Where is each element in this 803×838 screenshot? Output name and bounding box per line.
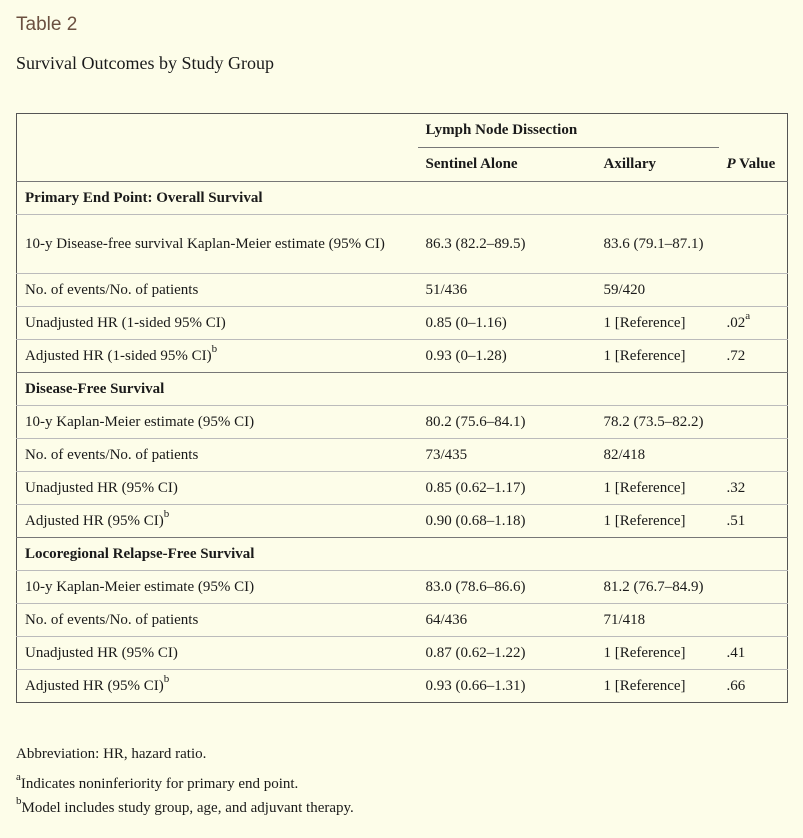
footnote-a-text: Indicates noninferiority for primary end point. xyxy=(20,776,299,792)
row-label: 10-y Kaplan-Meier estimate (95% CI) xyxy=(25,579,255,595)
footnotes xyxy=(16,746,354,819)
table-row xyxy=(17,340,788,373)
table-row xyxy=(17,472,788,505)
sentinel-value: 0.90 (0.68–1.18) xyxy=(418,505,596,538)
section-title: Disease-Free Survival xyxy=(17,373,788,406)
table-row xyxy=(17,505,788,538)
sentinel-value: 86.3 (82.2–89.5) xyxy=(418,215,596,274)
axillary-value: 71/418 xyxy=(596,604,719,637)
row-label: 10-y Disease-free survival Kaplan-Meier estimate (95% CI) xyxy=(25,236,385,252)
row-label: Adjusted HR (95% CI) xyxy=(25,678,164,694)
sentinel-value: 0.87 (0.62–1.22) xyxy=(418,637,596,670)
row-label-cell xyxy=(17,215,418,274)
p-value-cell xyxy=(719,637,788,670)
axillary-value: 1 [Reference] xyxy=(596,340,719,373)
axillary-value: 83.6 (79.1–87.1) xyxy=(596,215,719,274)
sentinel-value: 83.0 (78.6–86.6) xyxy=(418,571,596,604)
row-label: No. of events/No. of patients xyxy=(25,612,199,628)
table-title: Survival Outcomes by Study Group xyxy=(16,53,274,73)
p-italic: P xyxy=(726,155,736,172)
sentinel-value: 73/435 xyxy=(418,439,596,472)
table-row xyxy=(17,274,788,307)
footnote-b-mark: b xyxy=(16,795,22,807)
p-value-cell xyxy=(719,340,788,373)
axillary-value: 1 [Reference] xyxy=(596,472,719,505)
sentinel-value: 0.85 (0.62–1.17) xyxy=(418,472,596,505)
row-label: Adjusted HR (95% CI) xyxy=(25,513,164,529)
p-value-cell xyxy=(719,439,788,472)
table-body xyxy=(17,114,788,703)
section-title: Locoregional Relapse-Free Survival xyxy=(17,538,788,571)
row-label-cell xyxy=(17,604,418,637)
p-value-cell xyxy=(719,274,788,307)
p-value: .72 xyxy=(726,347,746,364)
sentinel-value: 0.93 (0.66–1.31) xyxy=(418,670,596,703)
row-label-cell xyxy=(17,406,418,439)
row-label: No. of events/No. of patients xyxy=(25,447,199,463)
p-value-cell xyxy=(719,670,788,703)
table-row xyxy=(17,604,788,637)
row-label-cell xyxy=(17,340,418,373)
axillary-value: 1 [Reference] xyxy=(596,670,719,703)
p-value-cell xyxy=(719,505,788,538)
p-value-cell xyxy=(719,406,788,439)
p-value-cell xyxy=(719,472,788,505)
footnote-b xyxy=(16,797,354,819)
axillary-value: 81.2 (76.7–84.9) xyxy=(596,571,719,604)
header-row-1 xyxy=(17,114,788,148)
col-header-sentinel: Sentinel Alone xyxy=(425,156,518,172)
axillary-value: 82/418 xyxy=(596,439,719,472)
table-row xyxy=(17,406,788,439)
row-label-cell xyxy=(17,274,418,307)
row-label: 10-y Kaplan-Meier estimate (95% CI) xyxy=(25,414,255,430)
p-value: .32 xyxy=(726,479,746,496)
p-value-cell xyxy=(719,307,788,340)
col-header-axillary: Axillary xyxy=(603,156,656,172)
footnote-abbreviation: Abbreviation: HR, hazard ratio. xyxy=(16,746,207,762)
row-label-cell xyxy=(17,670,418,703)
sentinel-value: 51/436 xyxy=(418,274,596,307)
table-row xyxy=(17,439,788,472)
sentinel-value: 80.2 (75.6–84.1) xyxy=(418,406,596,439)
row-label: Adjusted HR (1-sided 95% CI) xyxy=(25,348,212,364)
p-value: .51 xyxy=(726,512,746,529)
row-label: Unadjusted HR (1-sided 95% CI) xyxy=(25,315,226,331)
row-label-cell xyxy=(17,505,418,538)
table-row xyxy=(17,637,788,670)
table-row xyxy=(17,670,788,703)
axillary-value: 1 [Reference] xyxy=(596,505,719,538)
footnote-a xyxy=(16,773,354,795)
row-label-footnote-mark: b xyxy=(163,508,170,520)
row-label: Unadjusted HR (95% CI) xyxy=(25,645,178,661)
p-value-footnote-mark: a xyxy=(745,309,751,322)
header-empty-cell xyxy=(17,114,418,182)
row-label-footnote-mark: b xyxy=(211,343,218,355)
sentinel-value: 0.93 (0–1.28) xyxy=(418,340,596,373)
sentinel-value: 64/436 xyxy=(418,604,596,637)
table-label: Table 2 xyxy=(16,14,78,35)
col-header-p-value xyxy=(719,148,788,182)
row-label: No. of events/No. of patients xyxy=(25,282,199,298)
p-value-cell xyxy=(719,604,788,637)
p-rest: Value xyxy=(735,155,776,172)
group-header: Lymph Node Dissection xyxy=(418,114,719,148)
row-label: Unadjusted HR (95% CI) xyxy=(25,480,178,496)
row-label-cell xyxy=(17,637,418,670)
table-row xyxy=(17,307,788,340)
p-value-cell xyxy=(719,571,788,604)
footnote-a-mark: a xyxy=(16,771,21,783)
row-label-footnote-mark: b xyxy=(163,673,170,685)
section-title: Primary End Point: Overall Survival xyxy=(17,182,788,215)
table-row xyxy=(17,571,788,604)
p-value-cell xyxy=(719,215,788,274)
section-header-row xyxy=(17,182,788,215)
section-header-row xyxy=(17,373,788,406)
axillary-value: 59/420 xyxy=(596,274,719,307)
row-label-cell xyxy=(17,307,418,340)
axillary-value: 1 [Reference] xyxy=(596,307,719,340)
axillary-value: 1 [Reference] xyxy=(596,637,719,670)
header-p-spacer xyxy=(719,114,788,148)
row-label-cell xyxy=(17,472,418,505)
sentinel-value: 0.85 (0–1.16) xyxy=(418,307,596,340)
row-label-cell xyxy=(17,439,418,472)
axillary-value: 78.2 (73.5–82.2) xyxy=(596,406,719,439)
section-header-row xyxy=(17,538,788,571)
footnote-b-text: Model includes study group, age, and adjuvant therapy. xyxy=(21,800,354,816)
p-value: .41 xyxy=(726,644,746,661)
p-value: .66 xyxy=(726,677,746,694)
p-value: .02 xyxy=(726,314,746,331)
survival-table xyxy=(16,113,788,703)
table-row xyxy=(17,215,788,274)
row-label-cell xyxy=(17,571,418,604)
